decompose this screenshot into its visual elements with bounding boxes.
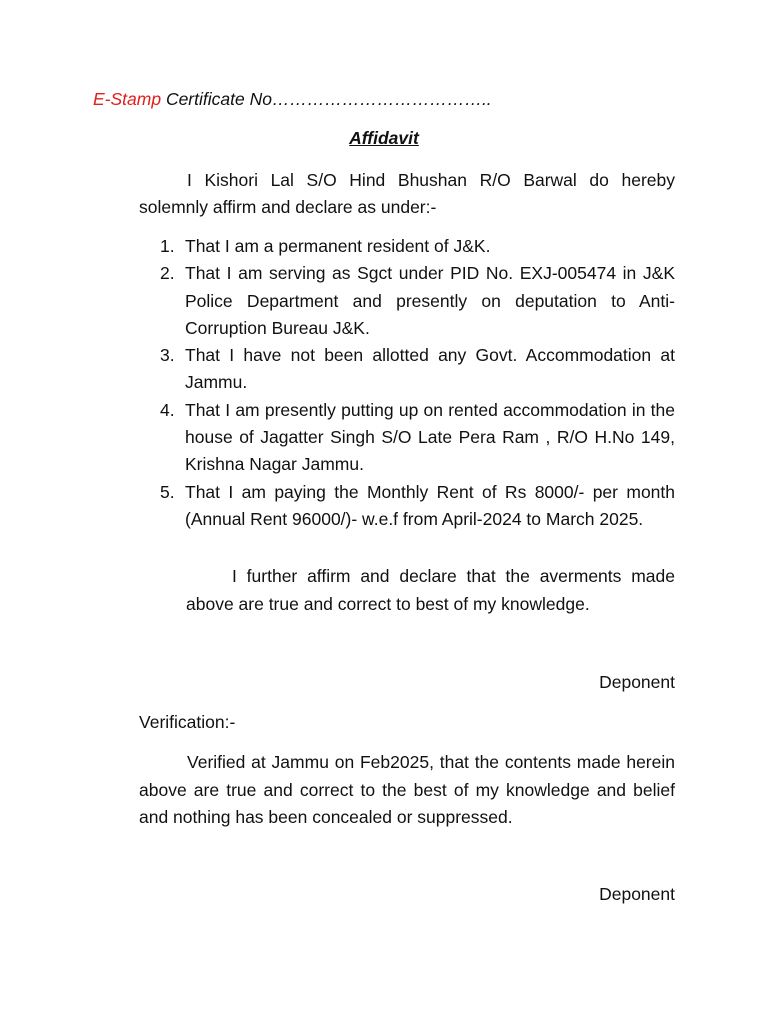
declaration-item — [139, 342, 675, 397]
item-text: That I am serving as Sgct under PID No. EXJ-005474 in J&K Police Department and presently on deputation to Anti-Corruption Bureau J&K. — [185, 263, 675, 338]
item-text: That I am a permanent resident of J&K. — [185, 236, 491, 256]
document-title: Affidavit — [349, 128, 419, 148]
item-number: 2. — [160, 263, 175, 284]
declaration-item — [139, 479, 675, 534]
item-text: That I have not been allotted any Govt. Accommodation at Jammu. — [185, 345, 675, 393]
affirmation-paragraph: I further affirm and declare that the averments made above are true and correct to best of my knowledge. — [186, 566, 675, 614]
item-number: 5. — [160, 481, 175, 502]
verification-heading: Verification:- — [139, 712, 236, 732]
estamp-label: E-Stamp — [93, 89, 162, 109]
item-number: 1. — [160, 236, 175, 256]
verification-paragraph: Verified at Jammu on Feb2025, that the contents made herein above are true and correct to the best of my knowledge and belief and nothing has been concealed or suppressed. — [139, 752, 675, 827]
deponent-signature-label-final: Deponent — [599, 884, 675, 904]
declaration-item — [139, 260, 675, 342]
declaration-list — [139, 233, 675, 533]
estamp-certificate-line — [93, 89, 492, 110]
item-number: 3. — [160, 345, 175, 366]
deponent-signature-label: Deponent — [599, 672, 675, 692]
intro-paragraph: I Kishori Lal S/O Hind Bhushan R/O Barwal do hereby solemnly affirm and declare as under:- — [139, 170, 675, 217]
certificate-number-label: Certificate No……………………………….. — [161, 89, 492, 109]
item-text: That I am paying the Monthly Rent of Rs 8000/- per month (Annual Rent 96000/)- w.e.f from April-2024 to March 2025. — [185, 481, 675, 529]
declaration-item — [139, 233, 675, 260]
item-number: 4. — [160, 399, 175, 420]
declaration-item — [139, 397, 675, 479]
item-text: That I am presently putting up on rented accommodation in the house of Jagatter Singh S/O Late Pera Ram , R/O H.No 149, Krishna Nagar Jammu. — [185, 399, 675, 475]
